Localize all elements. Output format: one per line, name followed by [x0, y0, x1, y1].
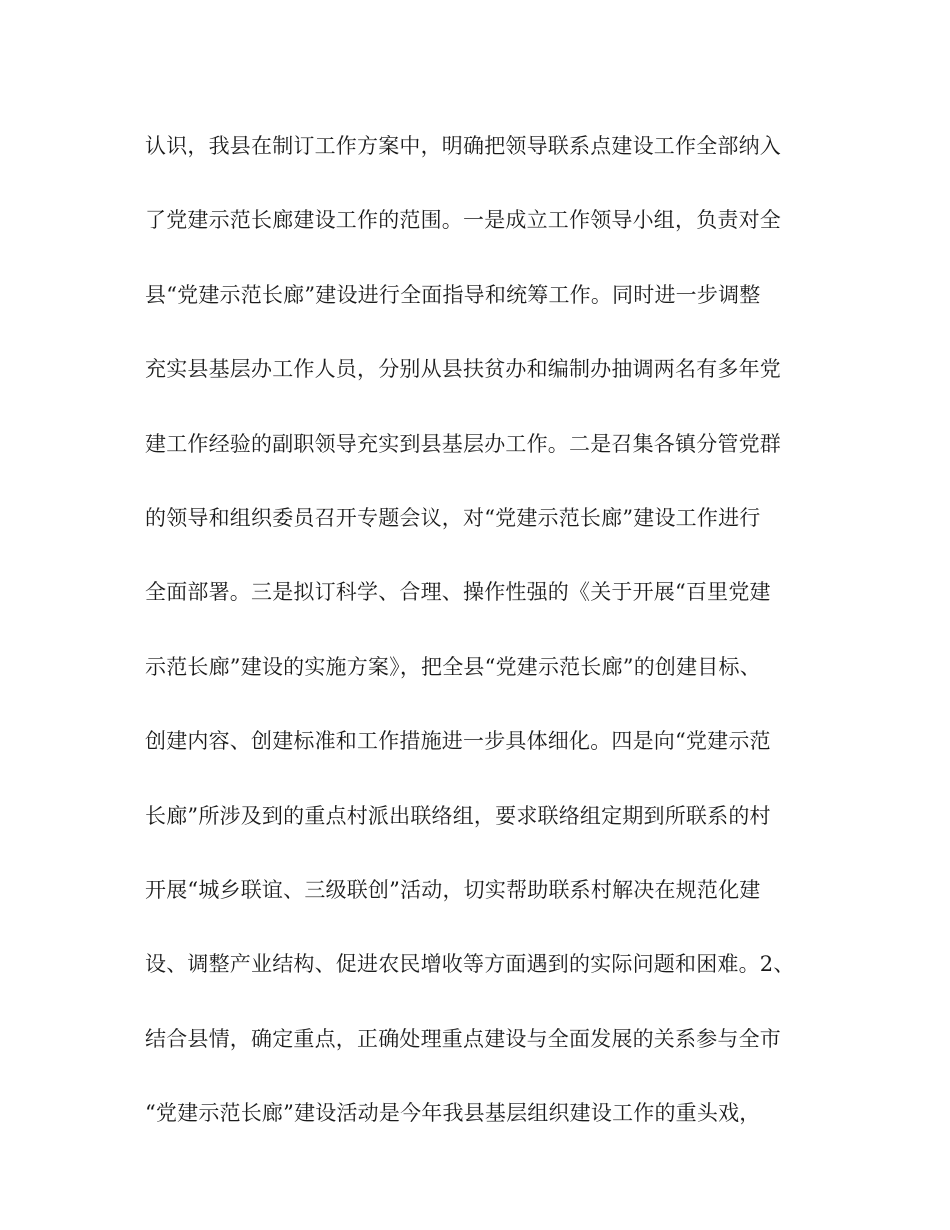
text-line: 开展“城乡联谊、三级联创”活动，切实帮助联系村解决在规范化建 — [145, 877, 761, 902]
text-line: 建工作经验的副职领导充实到县基层办工作。二是召集各镇分管党群 — [145, 431, 781, 456]
text-line: “党建示范长廊”建设活动是今年我县基层组织建设工作的重头戏， — [145, 1101, 761, 1126]
text-line: 设、调整产业结构、促进农民增收等方面遇到的实际问题和困难。2、 — [145, 952, 795, 977]
text-line: 示范长廊”建设的实施方案》，把全县“党建示范长廊”的创建目标、 — [145, 654, 761, 679]
body-text — [145, 126, 805, 1167]
text-line: 认识，我县在制订工作方案中，明确把领导联系点建设工作全部纳入 — [145, 134, 781, 158]
text-line: 长廊”所涉及到的重点村派出联络组，要求联络组定期到所联系的村 — [145, 803, 771, 828]
text-line: 县“党建示范长廊”建设进行全面指导和统筹工作。同时进一步调整 — [145, 282, 761, 307]
text-line: 的领导和组织委员召开专题会议，对“党建示范长廊”建设工作进行 — [145, 505, 761, 530]
text-line: 创建内容、创建标准和工作措施进一步具体细化。四是向“党建示范 — [145, 729, 771, 754]
text-line: 全面部署。三是拟订科学、合理、操作性强的《关于开展“百里党建 — [145, 580, 771, 605]
text-line: 充实县基层办工作人员，分别从县扶贫办和编制办抽调两名有多年党 — [145, 357, 781, 382]
text-line: 了党建示范长廊建设工作的范围。一是成立工作领导小组，负责对全 — [145, 208, 781, 233]
text-line: 结合县情，确定重点，正确处理重点建设与全面发展的关系参与全市 — [145, 1026, 781, 1051]
